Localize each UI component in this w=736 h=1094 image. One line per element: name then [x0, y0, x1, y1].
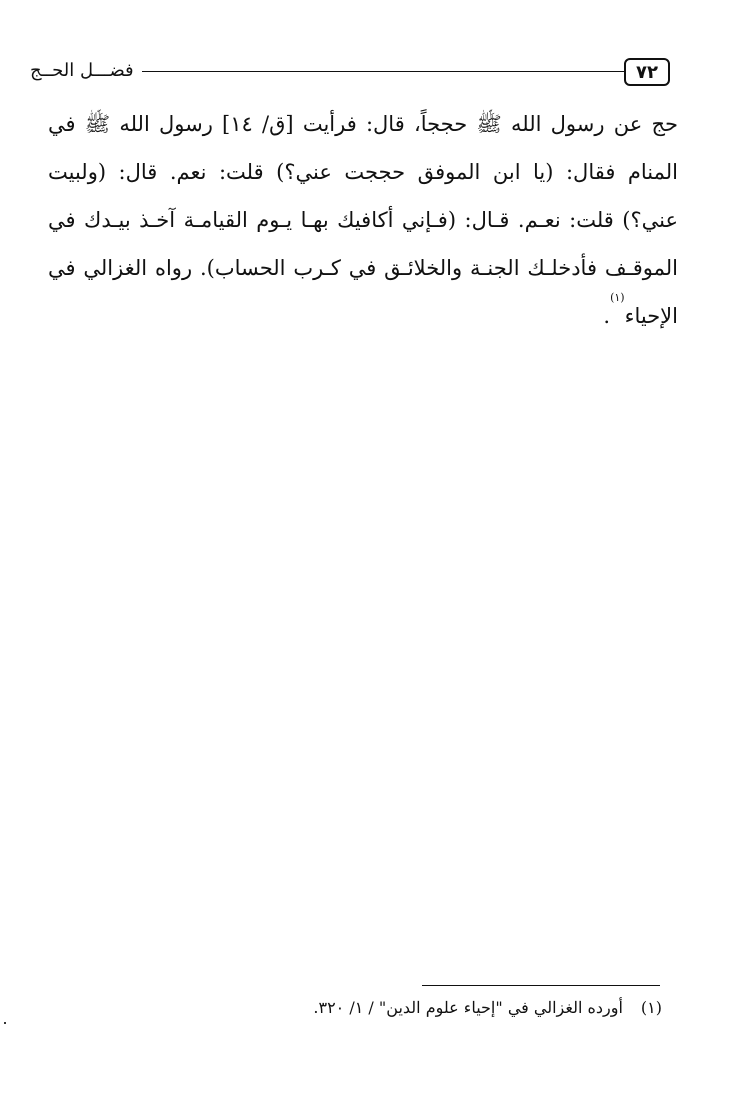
main-text [48, 100, 678, 340]
header-rule [142, 71, 624, 72]
paragraph-text: حج عن رسول الله ﷺ حججاً، قال: فرأيت [ق/ ١٤] رسول الله ﷺ في المنام فقال: (يا ابن الموفق حججت عني؟) قلت: نعم. قال: (ولبيت عني؟) قلت: نعـم. قـال: (فـإني أكافيك بهـا يـوم القيامـة آخـذ بيـدك في الموقـف فأدخلـك الجنـة والخلائـق في كـرب الحساب). رواه الغزالي في الإحياء [48, 112, 679, 328]
running-title: فضـــل الحــج [30, 60, 134, 81]
page-header [30, 54, 670, 90]
paragraph [48, 100, 678, 340]
paragraph-end: . [603, 304, 611, 328]
footnote-reference: (١) [610, 291, 625, 304]
footnote [200, 998, 662, 1017]
footnote-number: (١) [640, 998, 662, 1017]
footnote-separator [422, 985, 660, 986]
scan-speck [4, 1022, 6, 1024]
page-number: ٧٢ [624, 58, 670, 86]
footnote-text: أورده الغزالي في "إحياء علوم الدين" / ١/ ٣٢٠. [313, 998, 623, 1017]
